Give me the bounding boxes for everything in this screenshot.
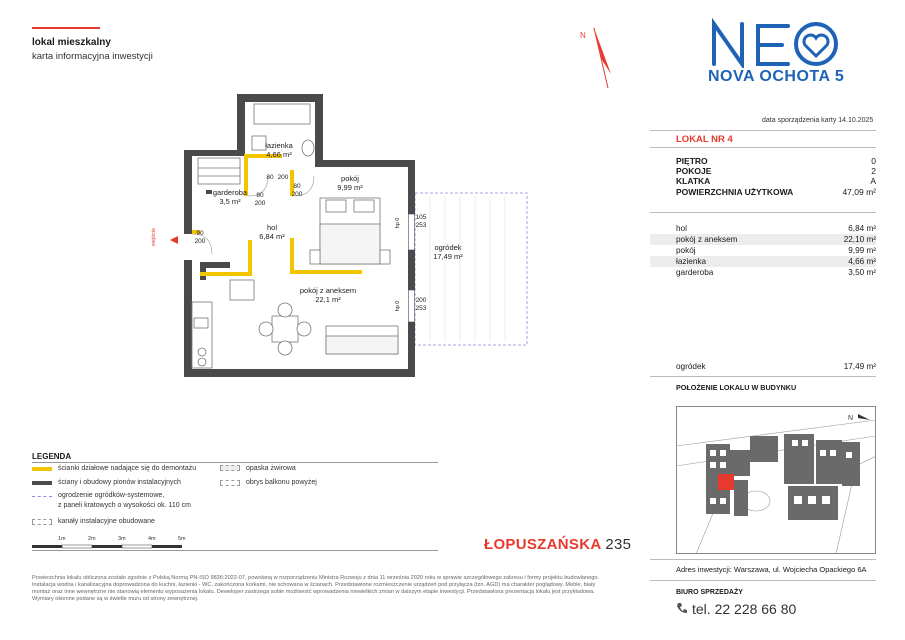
header-accent-line xyxy=(32,27,100,29)
legend-item: ściany i obudowy pionów instalacyjnych xyxy=(58,479,181,486)
room-row: pokój 9,99 m² xyxy=(676,246,876,255)
room-label-bathroom: łazienka 4,66 m² xyxy=(265,141,293,159)
unit-number: LOKAL NR 4 xyxy=(676,134,733,145)
room-label-wardrobe: garderoba 3,5 m² xyxy=(212,188,248,206)
compass-icon xyxy=(578,22,618,92)
legend-item: ścianki działowe nadające się do demontażu xyxy=(58,465,197,472)
prop-row-floor: PIĘTRO 0 xyxy=(676,156,876,166)
dimension-label: 200 253 xyxy=(415,297,427,312)
room-row: garderoba 3,50 m² xyxy=(676,268,876,277)
prop-row-rooms: POKOJE 2 xyxy=(676,166,876,176)
position-title: POŁOŻENIE LOKALU W BUDYNKU xyxy=(676,383,797,392)
legend-item: opaska żwirowa xyxy=(246,465,296,472)
neo-logo xyxy=(708,18,848,68)
legend-swatch-partition xyxy=(32,467,52,471)
entry-label: wejście xyxy=(151,227,157,247)
room-label-living: pokój z aneksem 22,1 m² xyxy=(299,286,357,304)
room-row: łazienka 4,66 m² xyxy=(650,256,876,267)
brand-name: NOVA OCHOTA 5 xyxy=(708,68,845,85)
legend-swatch-fence xyxy=(32,496,52,497)
scale-label: 3m xyxy=(118,536,126,542)
sales-office-title: BIURO SPRZEDAŻY xyxy=(676,589,743,596)
legend-swatch-balcony xyxy=(220,480,240,486)
date-label: data sporządzenia karty 14.10.2025 xyxy=(762,117,874,124)
scale-label: 4m xyxy=(148,536,156,542)
dimension-label: 105 253 xyxy=(415,214,427,229)
dimension-label: 90 200 xyxy=(194,230,206,245)
legend-title: LEGENDA xyxy=(32,452,72,461)
scale-label: 1m xyxy=(58,536,66,542)
sill-height-label: hp 0 xyxy=(395,300,401,312)
legend-swatch-duct xyxy=(32,519,52,525)
page-subtitle: karta informacyjna inwestycji xyxy=(32,51,153,62)
scale-label: 2m xyxy=(88,536,96,542)
legend-swatch-gravel xyxy=(220,465,240,471)
investment-address: Adres inwestycji: Warszawa, ul. Wojciecha Opackiego 6A xyxy=(676,565,867,574)
divider xyxy=(32,550,438,551)
scale-label: 5m xyxy=(178,536,186,542)
divider xyxy=(650,376,876,377)
prop-row-area: POWIERZCHNIA UŻYTKOWA 47,09 m² xyxy=(676,187,876,197)
divider xyxy=(650,212,876,213)
footnote: Powierzchnia lokalu obliczona zostało zgodnie z Polską Normą PN-ISO 9836:2022-07, powołaną w rozporządzeniu Ministra Rozwoju z dnia 11 września 2020 roku w sprawie szczegółowego zakresu i formy projektu budowlanego. Instalacja wodna i kanalizacyjna doprowadzona do kuchni, łazienki - WC, zakończona korkami, nie schowana w ścianach. Przedstawione rozmieszczenie urządzeń pod przyłącza (tzn. AGD) ma charakter poglądowy. Meble, biały montaż oraz inne wewnętrzne nie stanowią elementu wyposażenia lokalu. Deweloper zastrzega sobie możliwość wprowadzenia niewielkich zmian w dalszym etapie inwestycji. Przedstawiona prezentacja lokalu jest przykładowa. Wymiary okienne podane są w świetle muru od strony zewnętrznej. xyxy=(32,575,600,602)
street-name: ŁOPUSZAŃSKA 235 xyxy=(484,536,632,553)
room-row: hol 6,84 m² xyxy=(676,224,876,233)
legend-item: obrys balkonu powyżej xyxy=(246,479,317,486)
page-title: lokal mieszkalny xyxy=(32,37,111,48)
room-label-hall: hol 6,84 m² xyxy=(259,223,285,241)
legend-item: kanały instalacyjne obudowane xyxy=(58,518,155,525)
sales-phone[interactable]: tel. 22 228 66 80 xyxy=(692,601,797,617)
prop-row-stairwell: KLATKA A xyxy=(676,176,876,186)
divider xyxy=(32,462,438,463)
dimension-label: 80 200 xyxy=(291,183,303,198)
sill-height-label: hp 0 xyxy=(395,217,401,229)
map-compass-label: N xyxy=(848,415,854,422)
dimension-label: 80 xyxy=(266,174,274,181)
divider xyxy=(650,147,876,148)
phone-icon xyxy=(676,602,688,614)
garden-row: ogródek 17,49 m² xyxy=(676,362,876,371)
unit-highlight xyxy=(718,474,734,490)
legend-swatch-wall xyxy=(32,481,52,485)
dimension-label: 200 xyxy=(277,174,289,181)
dimension-label: 80 200 xyxy=(254,192,266,207)
floor-plan xyxy=(160,90,535,390)
room-label-garden: ogródek 17,49 m² xyxy=(433,243,463,261)
legend-item: ogrodzenie ogródków-systemowe, xyxy=(58,492,165,499)
divider xyxy=(650,130,876,131)
room-label-room: pokój 9,99 m² xyxy=(337,174,363,192)
compass-label: N xyxy=(580,31,586,40)
room-row: pokój z aneksem 22,10 m² xyxy=(650,234,876,245)
building-location-map xyxy=(676,406,876,554)
legend-item: z paneli kratowych o wysokości ok. 110 cm xyxy=(58,502,191,509)
divider xyxy=(650,580,876,581)
divider xyxy=(650,559,876,560)
